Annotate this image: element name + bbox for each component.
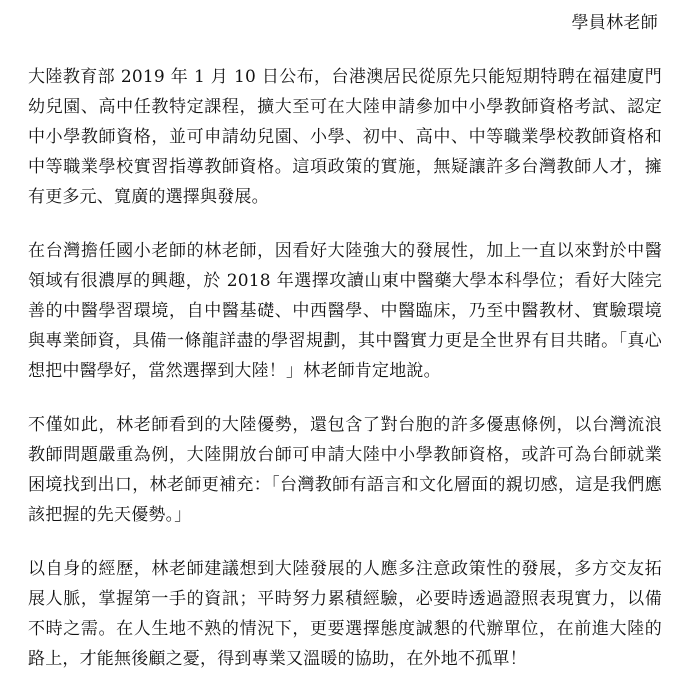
paragraph-2: 在台灣擔任國小老師的林老師，因看好大陸強大的發展性，加上一直以來對於中醫領域有很濃厚的興趣，於 2018 年選擇攻讀山東中醫藥大學本科學位；看好大陸完善的中醫學習環境，自中醫基礎、中西醫學、中醫臨床，乃至中醫教材、實驗環境與專業師資，具備一條龍詳盡的學習規劃，其中醫實力更是全世界有目共睹。「真心想把中醫學好，當然選擇到大陸！」林老師肯定地說。 <box>28 241 662 381</box>
paragraph-4: 以自身的經歷，林老師建議想到大陸發展的人應多注意政策性的發展，多方交友拓展人脈，掌握第一手的資訊；平時努力累積經驗，必要時透過證照表現實力，以備不時之需。在人生地不熟的情況下，更要選擇態度誠懇的代辦單位，在前進大陸的路上，才能無後顧之憂，得到專業又溫暖的協助，在外地不孤單！ <box>28 559 662 669</box>
paragraph-3: 不僅如此，林老師看到的大陸優勢，還包含了對台胞的許多優惠條例，以台灣流浪教師問題嚴重為例，大陸開放台師可申請大陸中小學教師資格，或許可為台師就業困境找到出口，林老師更補充：「台灣教師有語言和文化層面的親切感，這是我們應該把握的先天優勢。」 <box>28 415 662 525</box>
paragraph-1: 大陸教育部 2019 年 1 月 10 日公布，台港澳居民從原先只能短期特聘在福建廈門幼兒園、高中任教特定課程，擴大至可在大陸申請參加中小學教師資格考試、認定中小學教師資格，並可申請幼兒園、小學、初中、高中、中等職業學校教師資格和中等職業學校實習指導教師資格。這項政策的實施，無疑讓許多台灣教師人才，擁有更多元、寬廣的選擇與發展。 <box>28 67 662 207</box>
article-body <box>28 62 662 698</box>
author-byline: 學員林老師 <box>571 13 658 33</box>
